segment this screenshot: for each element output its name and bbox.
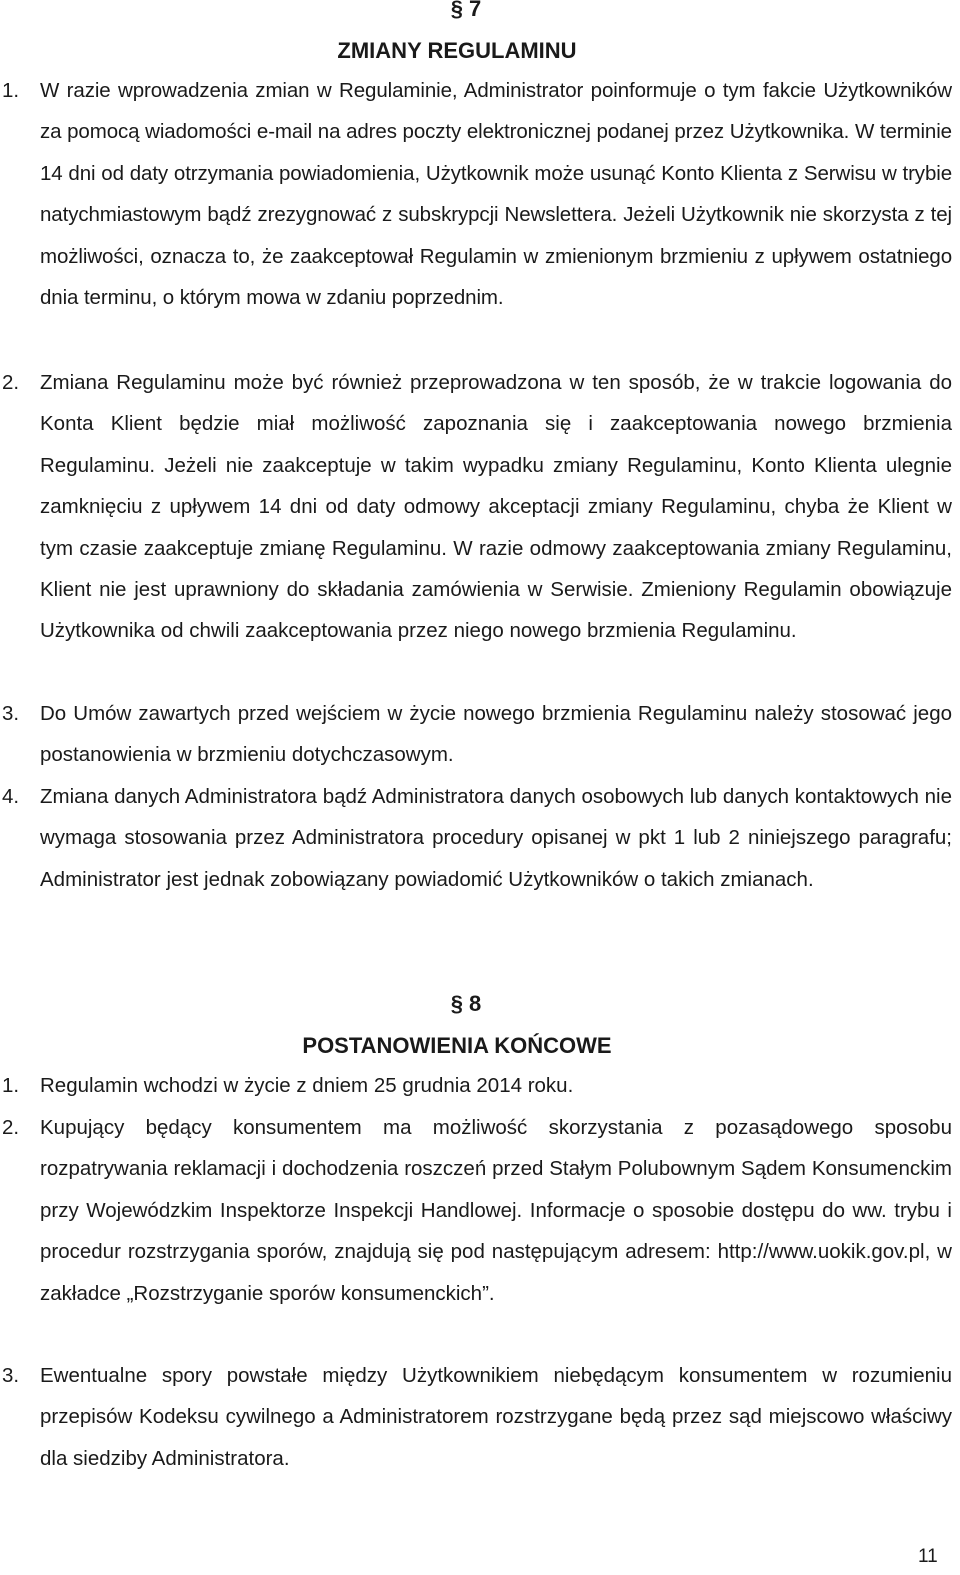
- page-number: 11: [918, 1546, 938, 1567]
- item-number: 3.: [2, 702, 20, 725]
- item-text: Zmiana danych Administratora bądź Administratora danych osobowych lub danych kontaktowych nie wymaga stosowania przez Administratora procedury opisanej w pkt 1 lub 2 niniejszego paragrafu; Administrator jest jednak zobowiązany powiadomić Użytkowników o takich zmianach.: [40, 785, 952, 891]
- item-text: Do Umów zawartych przed wejściem w życie nowego brzmienia Regulaminu należy stosować jego postanowienia w brzmieniu dotychczasowym.: [40, 702, 952, 767]
- item-text: Regulamin wchodzi w życie z dniem 25 grudnia 2014 roku.: [40, 1074, 574, 1097]
- item-text: Kupujący będący konsumentem ma możliwość skorzystania z pozasądowego sposobu rozpatrywania reklamacji i dochodzenia roszczeń przed Stałym Polubownym Sądem Konsumenckim przy Wojewódzkim Inspektorze Inspekcji Handlowej. Informacje o sposobie dostępu do ww. trybu i procedur rozstrzygania sporów, znajdują się pod następującym adresem: http://www.uokik.gov.pl, w zakładce „Rozstrzyganie sporów konsumenckich”.: [40, 1116, 952, 1305]
- item-text: W razie wprowadzenia zmian w Regulaminie, Administrator poinformuje o tym fakcie Użytkowników za pomocą wiadomości e-mail na adres poczty elektronicznej podanej przez Użytkownika. W terminie 14 dni od daty otrzymania powiadomienia, Użytkownik może usunąć Konto Klienta z Serwisu w trybie natychmiastowym bądź zrezygnować z subskrypcji Newslettera. Jeżeli Użytkownik nie skorzysta z tej możliwości, oznacza to, że zaakceptował Regulamin w zmienionym brzmieniu z upływem ostatniego dnia terminu, o którym mowa w zdaniu poprzednim.: [40, 79, 952, 310]
- item-number: 4.: [2, 785, 20, 808]
- section-7-mark: § 7: [450, 0, 482, 21]
- item-number: 3.: [2, 1364, 20, 1387]
- item-text: Ewentualne spory powstałe między Użytkownikiem niebędącym konsumentem w rozumieniu przepisów Kodeksu cywilnego a Administratorem rozstrzygane będą przez sąd miejscowo właściwy dla siedziby Administratora.: [40, 1364, 952, 1470]
- item-number: 2.: [2, 1116, 20, 1139]
- section-7-title: ZMIANY REGULAMINU: [337, 38, 577, 63]
- item-number: 1.: [2, 79, 20, 102]
- item-number: 2.: [2, 371, 20, 394]
- item-text: Zmiana Regulaminu może być również przeprowadzona w ten sposób, że w trakcie logowania do Konta Klient będzie miał możliwość zapoznania się i zaakceptowania nowego brzmienia Regulaminu. Jeżeli nie zaakceptuje w takim wypadku zmiany Regulaminu, Konto Klienta ulegnie zamknięciu z upływem 14 dni od daty odmowy akceptacji zmiany Regulaminu, chyba że Klient w tym czasie zaakceptuje zmianę Regulaminu. W razie odmowy zaakceptowania zmiany Regulaminu, Klient nie jest uprawniony do składania zamówienia w Serwisie. Zmieniony Regulamin obowiązuje Użytkownika od chwili zaakceptowania przez niego nowego brzmienia Regulaminu.: [40, 371, 952, 643]
- item-number: 1.: [2, 1074, 20, 1097]
- section-8-mark: § 8: [450, 991, 482, 1016]
- section-8-title: POSTANOWIENIA KOŃCOWE: [302, 1033, 612, 1058]
